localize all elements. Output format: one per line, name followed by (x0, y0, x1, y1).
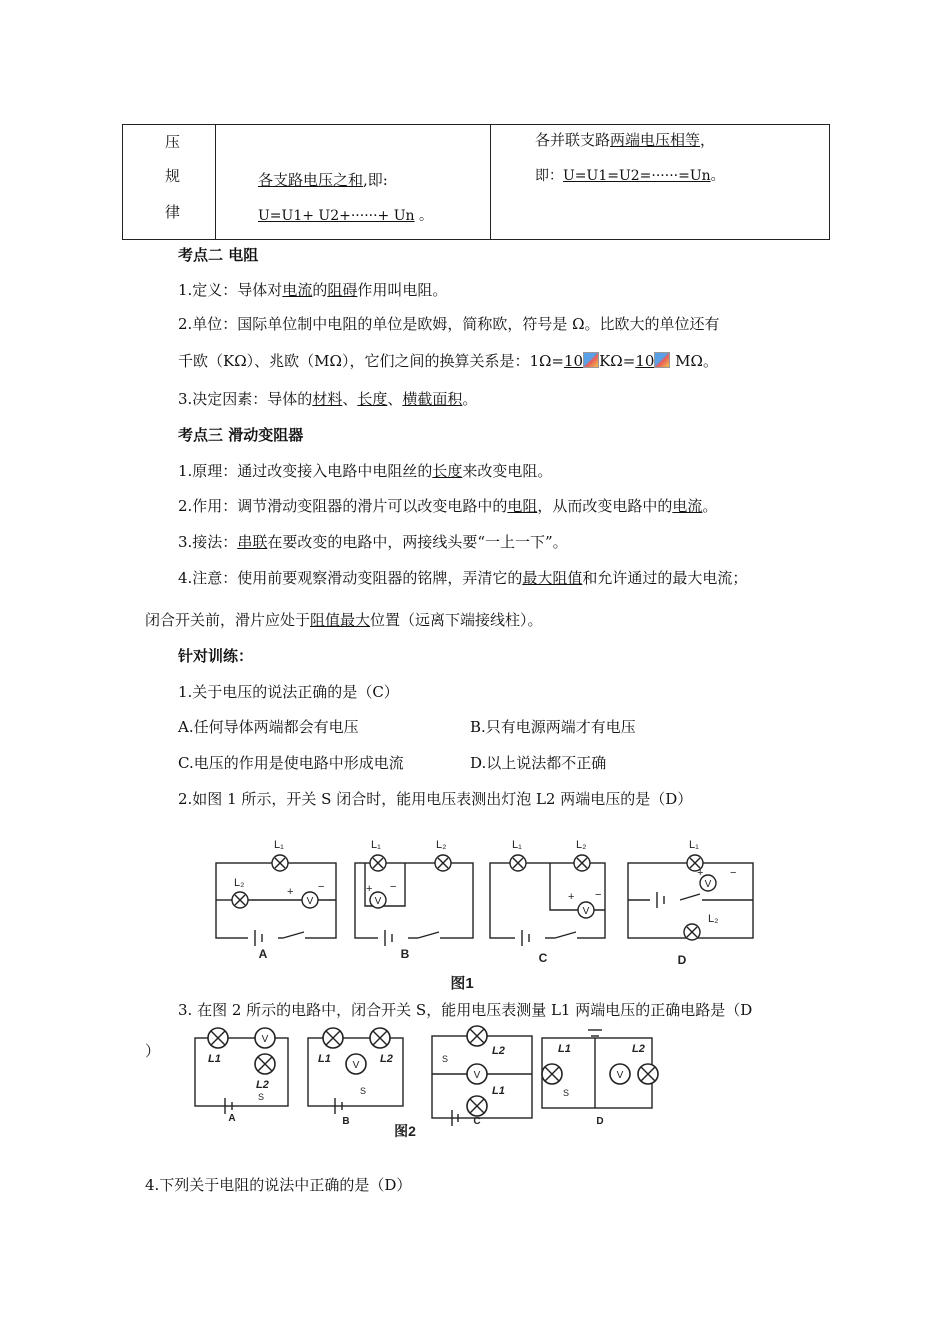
svg-text:L2: L2 (632, 1043, 645, 1055)
svg-text:V: V (616, 1070, 624, 1081)
svg-text:+: + (287, 886, 294, 898)
connection-line: 3.接法：串联在要改变的电路中，两接线头要“一上一下”。 (178, 533, 568, 551)
svg-text:A: A (228, 1113, 236, 1124)
q1-option-c: C.电压的作用是使电路中形成电流 (178, 754, 404, 772)
svg-text:L₂: L₂ (436, 839, 447, 851)
svg-text:C: C (473, 1116, 481, 1127)
svg-text:L₂: L₂ (234, 877, 245, 889)
svg-text:V: V (374, 896, 382, 907)
practice-title: 针对训练： (178, 647, 254, 665)
factors-line: 3.决定因素：导体的材料、长度、横截面积。 (178, 390, 478, 408)
svg-text:L1: L1 (492, 1085, 505, 1097)
svg-text:V: V (261, 1034, 269, 1045)
svg-text:V: V (704, 879, 712, 890)
svg-text:L₂: L₂ (708, 913, 719, 925)
question-3: 3. 在图 2 所示的电路中，闭合开关 S，能用电压表测量 L1 两端电压的正确电路是（D (178, 1001, 753, 1019)
series-rule-text: 各支路电压之和,即: (258, 171, 388, 189)
q1-option-d: D.以上说法都不正确 (470, 754, 607, 772)
fig1-label-d: D (677, 953, 687, 967)
question-2: 2.如图 1 所示，开关 S 闭合时，能用电压表测出灯泡 L2 两端电压的是（D） (178, 790, 693, 808)
parallel-cell (491, 125, 830, 240)
figure-2-circuits (190, 1024, 670, 1142)
svg-text:L2: L2 (492, 1045, 505, 1057)
svg-text:L₁: L₁ (512, 839, 522, 851)
svg-text:−: − (318, 881, 325, 893)
row-label-char: 压 (165, 133, 181, 151)
exponent-image-icon (583, 352, 599, 368)
svg-text:L₁: L₁ (371, 839, 381, 851)
svg-text:−: − (730, 867, 737, 879)
svg-text:V: V (582, 906, 590, 917)
row-label-char: 律 (165, 203, 181, 221)
svg-text:S: S (360, 1086, 367, 1096)
svg-text:L2: L2 (380, 1053, 393, 1065)
svg-text:V: V (352, 1060, 360, 1071)
svg-text:D: D (596, 1116, 604, 1127)
comparison-table (122, 124, 830, 240)
section-title-resistance: 考点二 电阻 (178, 246, 259, 264)
question-1: 1.关于电压的说法正确的是（C） (178, 683, 399, 701)
caution-line-cont: 闭合开关前，滑片应处于阻值最大位置（远离下端接线柱）。 (145, 611, 543, 629)
row-label-char: 规 (165, 167, 181, 185)
definition-line: 1.定义：导体对电流的阻碍作用叫电阻。 (178, 281, 448, 299)
table-header-cell (123, 125, 216, 240)
fig1-caption: 图1 (450, 975, 474, 992)
svg-text:L2: L2 (256, 1079, 269, 1091)
series-formula: U=U1+ U2+······+ Un 。 (258, 208, 434, 224)
unit-line: 2.单位：国际单位制中电阻的单位是欧姆，简称欧，符号是 Ω。比欧大的单位还有 (178, 315, 720, 333)
svg-text:B: B (342, 1116, 350, 1127)
section-title-rheostat: 考点三 滑动变阻器 (178, 426, 304, 444)
svg-text:+: + (366, 883, 373, 895)
svg-text:L1: L1 (558, 1043, 571, 1055)
svg-text:S: S (563, 1088, 570, 1098)
svg-text:−: − (390, 881, 397, 893)
figure-1-circuits (200, 828, 770, 998)
svg-text:图2: 图2 (394, 1123, 416, 1139)
parallel-rule-text: 各并联支路两端电压相等， (535, 131, 716, 149)
series-cell (216, 125, 491, 240)
svg-text:S: S (258, 1092, 265, 1102)
svg-text:L₂: L₂ (576, 839, 587, 851)
conversion-line: 千欧（KΩ）、兆欧（MΩ），它们之间的换算关系是：1Ω=10 KΩ=10 MΩ。 (178, 352, 718, 370)
svg-text:V: V (306, 896, 314, 907)
svg-text:S: S (442, 1054, 449, 1064)
question-3-cont: ） (145, 1042, 161, 1060)
q1-option-a: A.任何导体两端都会有电压 (178, 718, 359, 736)
fig1-label-a: A (258, 947, 268, 961)
svg-text:L1: L1 (318, 1053, 331, 1065)
function-line: 2.作用：调节滑动变阻器的滑片可以改变电路中的电阻，从而改变电路中的电流。 (178, 497, 718, 515)
fig1-label-c: C (538, 951, 548, 965)
svg-text:+: + (568, 891, 575, 903)
svg-text:L₁: L₁ (274, 839, 284, 851)
svg-text:L₁: L₁ (689, 839, 699, 851)
parallel-formula: 即：U=U1=U2=······=Un。 (535, 168, 725, 184)
question-4: 4.下列关于电阻的说法中正确的是（D） (145, 1176, 412, 1194)
q1-option-b: B.只有电源两端才有电压 (470, 718, 636, 736)
fig1-label-b: B (400, 947, 410, 961)
svg-text:V: V (473, 1070, 481, 1081)
svg-text:+: + (697, 867, 704, 879)
principle-line: 1.原理：通过改变接入电路中电阻丝的长度来改变电阻。 (178, 462, 553, 480)
svg-text:L1: L1 (208, 1053, 221, 1065)
exponent-image-icon (654, 352, 670, 368)
svg-text:−: − (595, 889, 602, 901)
caution-line: 4.注意：使用前要观察滑动变阻器的铭牌，弄清它的最大阻值和允许通过的最大电流； (178, 569, 748, 587)
